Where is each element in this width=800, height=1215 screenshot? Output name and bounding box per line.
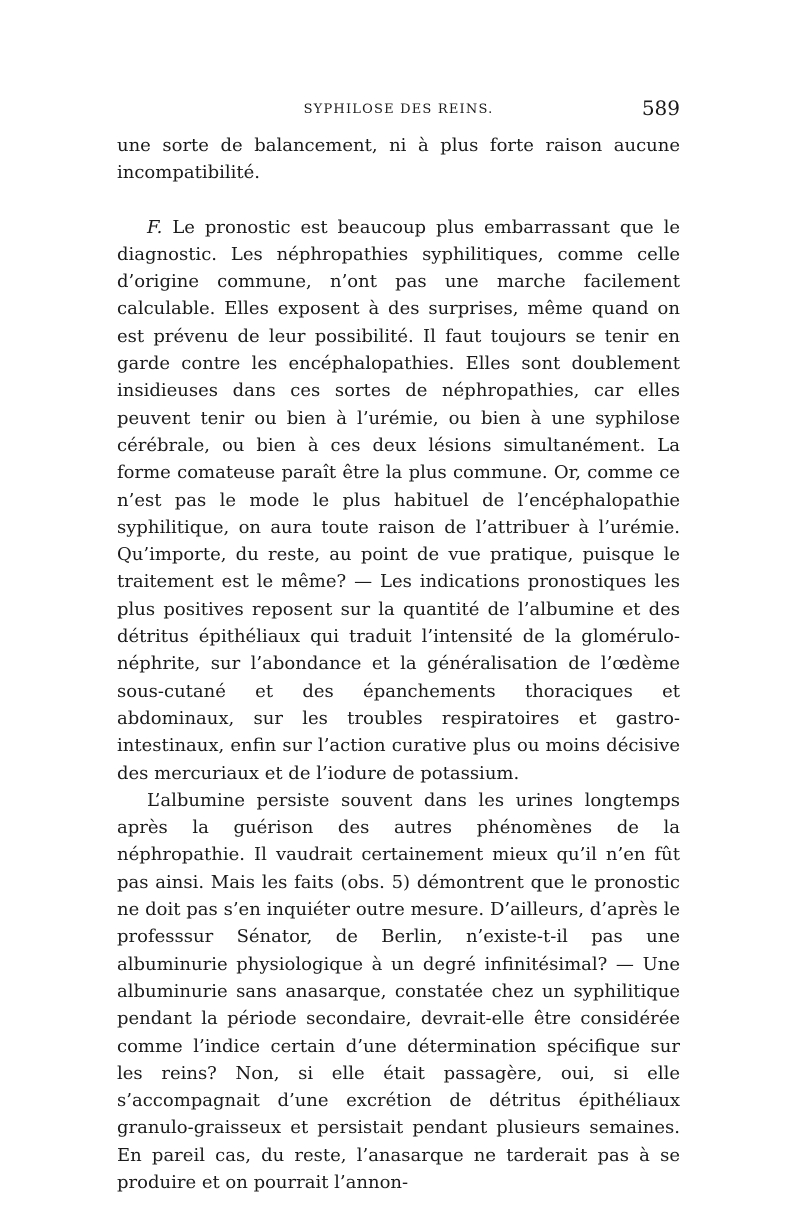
running-head (117, 97, 680, 121)
paragraph-albumin: L’albumine persiste souvent dans les urines longtemps après la guérison des autres phénomènes de la néphropathie. Il vaudrait certainement mieux qu’il n’en fût pas ainsi. Mais les faits (obs. 5) démontrent que le pronostic ne doit pas s’en inquiéter outre mesure. D’ailleurs, d’après le professsur Sénator, de Berlin, n’existe-t-il pas une albuminurie physiologique à un degré infinitésimal? — Une albuminurie sans anasarque, constatée chez un syphilitique pendant la période secondaire, devrait-elle être considérée comme l’indice certain d’une détermination spécifique sur les reins? Non, si elle était passagère, oui, si elle s’accompagnait d’une excrétion de détritus épithéliaux granulo-graisseux et persistait pendant plusieurs semaines. En pareil cas, du reste, l’anasarque ne tarderait pas à se produire et on pourrait l’annon- (117, 789, 680, 1193)
paragraph-prognosis (117, 214, 680, 787)
body-text (117, 132, 680, 1196)
paragraph-continuation: une sorte de balancement, ni à plus forte raison aucune incompatibilité. (117, 135, 680, 184)
paragraph-prognosis-text: Le pronostic est beaucoup plus embarrassant que le diagnostic. Les néphropathies syphilitiques, comme celle d’origine commune, n’ont pas une marche facilement calculable. Elles exposent à des surprises, même quand on est prévenu de leur possibilité. Il faut toujours se tenir en garde contre les encéphalopathies. Elles sont doublement insidieuses dans ces sortes de néphropathies, car elles peuvent tenir ou bien à l’urémie, ou bien à une syphilose cérébrale, ou bien à ces deux lésions simultanément. La forme comateuse paraît être la plus commune. Or, comme ce n’est pas le mode le plus habituel de l’encéphalopathie syphilitique, on aura toute raison de l’attribuer à l’urémie. Qu’importe, du reste, au point de vue pratique, puisque le traitement est le même? — Les indications pronostiques les plus positives reposent sur la quantité de l’albumine et des détritus épithéliaux qui traduit l’intensité de la glomérulo-néphrite, sur l’abondance et la généralisation de l’œdème sous-cutané et des épanchements thoraciques et abdominaux, sur les troubles respiratoires et gastro-intestinaux, enfin sur l’action curative plus ou moins décisive des mercuriaux et de l’iodure de potassium. (117, 216, 680, 784)
section-letter: F. (147, 216, 163, 238)
running-title: SYPHILOSE DES REINS. (303, 102, 494, 117)
page-number: 589 (641, 96, 680, 120)
